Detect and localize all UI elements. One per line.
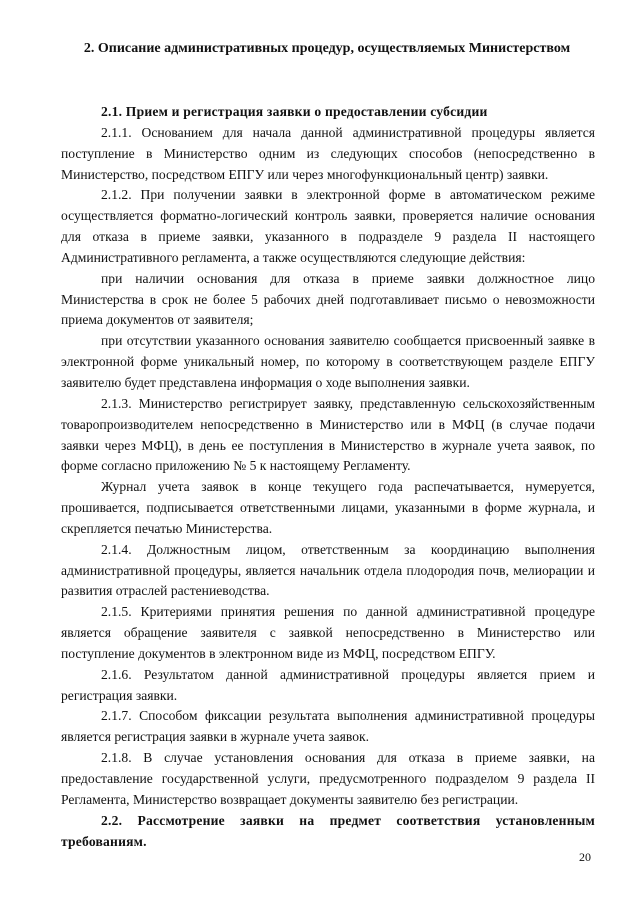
subsection-2-2-title: 2.2. Рассмотрение заявки на предмет соответствия установленным требованиям. [61, 812, 595, 849]
paragraph-2-1-4: 2.1.4. Должностным лицом, ответственным за координацию выполнения административной процедуры, является начальник отдела плодородия почв, мелиорации и развития отраслей растениеводства. [61, 541, 595, 599]
page-number: 20 [579, 850, 591, 864]
paragraph-2-1-1: 2.1.1. Основанием для начала данной административной процедуры является поступление в Министерство одним из следующих способов (непосредственно в Министерство, посредством ЕПГУ или через многофункциональный центр) заявки. [61, 124, 595, 182]
section-title: 2. Описание административных процедур, осуществляемых Министерством [83, 41, 571, 56]
paragraph-2-1-6: 2.1.6. Результатом данной административной процедуры является прием и регистрация заявки. [61, 666, 595, 703]
paragraph-2-1-2: 2.1.2. При получении заявки в электронной форме в автоматическом режиме осуществляется форматно-логический контроль заявки, проверяется наличие основания для отказа в приеме заявки, указанного в подразделе 9 раздела II настоящего Административного регламента, а также осуществляются следующие действия: [61, 187, 595, 265]
paragraph-2-1-8: 2.1.8. В случае установления основания для отказа в приеме заявки, на предоставление государственной услуги, предусмотренного подразделом 9 раздела II Регламента, Министерство возвращает документы заявителю без регистрации. [61, 750, 595, 807]
document-body [61, 102, 595, 852]
paragraph-2-1-5: 2.1.5. Критериями принятия решения по данной административной процедуре является обращение заявителя с заявкой непосредственно в Министерство или поступление документов в электронном виде из МФЦ, посредством ЕПГУ. [61, 604, 595, 661]
paragraph-no-refusal-case: при отсутствии указанного основания заявителю сообщается присвоенный заявке в электронной форме уникальный номер, по которому в соответствующем разделе ЕПГУ заявителю будет представлена информация о ходе выполнения заявки. [61, 333, 595, 390]
subsection-title: 2.1. Прием и регистрация заявки о предоставлении субсидии [101, 104, 488, 119]
paragraph-journal: Журнал учета заявок в конце текущего года распечатывается, нумеруется, прошивается, подписывается ответственными лицами, указанными в форме журнала, и скрепляется печатью Министерства. [61, 479, 595, 536]
paragraph-2-1-3: 2.1.3. Министерство регистрирует заявку, представленную сельскохозяйственным товаропроизводителем непосредственно в Министерство или в МФЦ (в случае подачи заявки через МФЦ), в день ее поступления в Министерство в журнале учета заявок, по форме согласно приложению № 5 к настоящему Регламенту. [61, 395, 595, 474]
paragraph-2-1-7: 2.1.7. Способом фиксации результата выполнения административной процедуры является регистрация заявки в журнале учета заявок. [61, 708, 595, 745]
paragraph-refusal-case: при наличии основания для отказа в приеме заявки должностное лицо Министерства в срок не более 5 рабочих дней подготавливает письмо о невозможности приема документов от заявителя; [61, 270, 595, 328]
